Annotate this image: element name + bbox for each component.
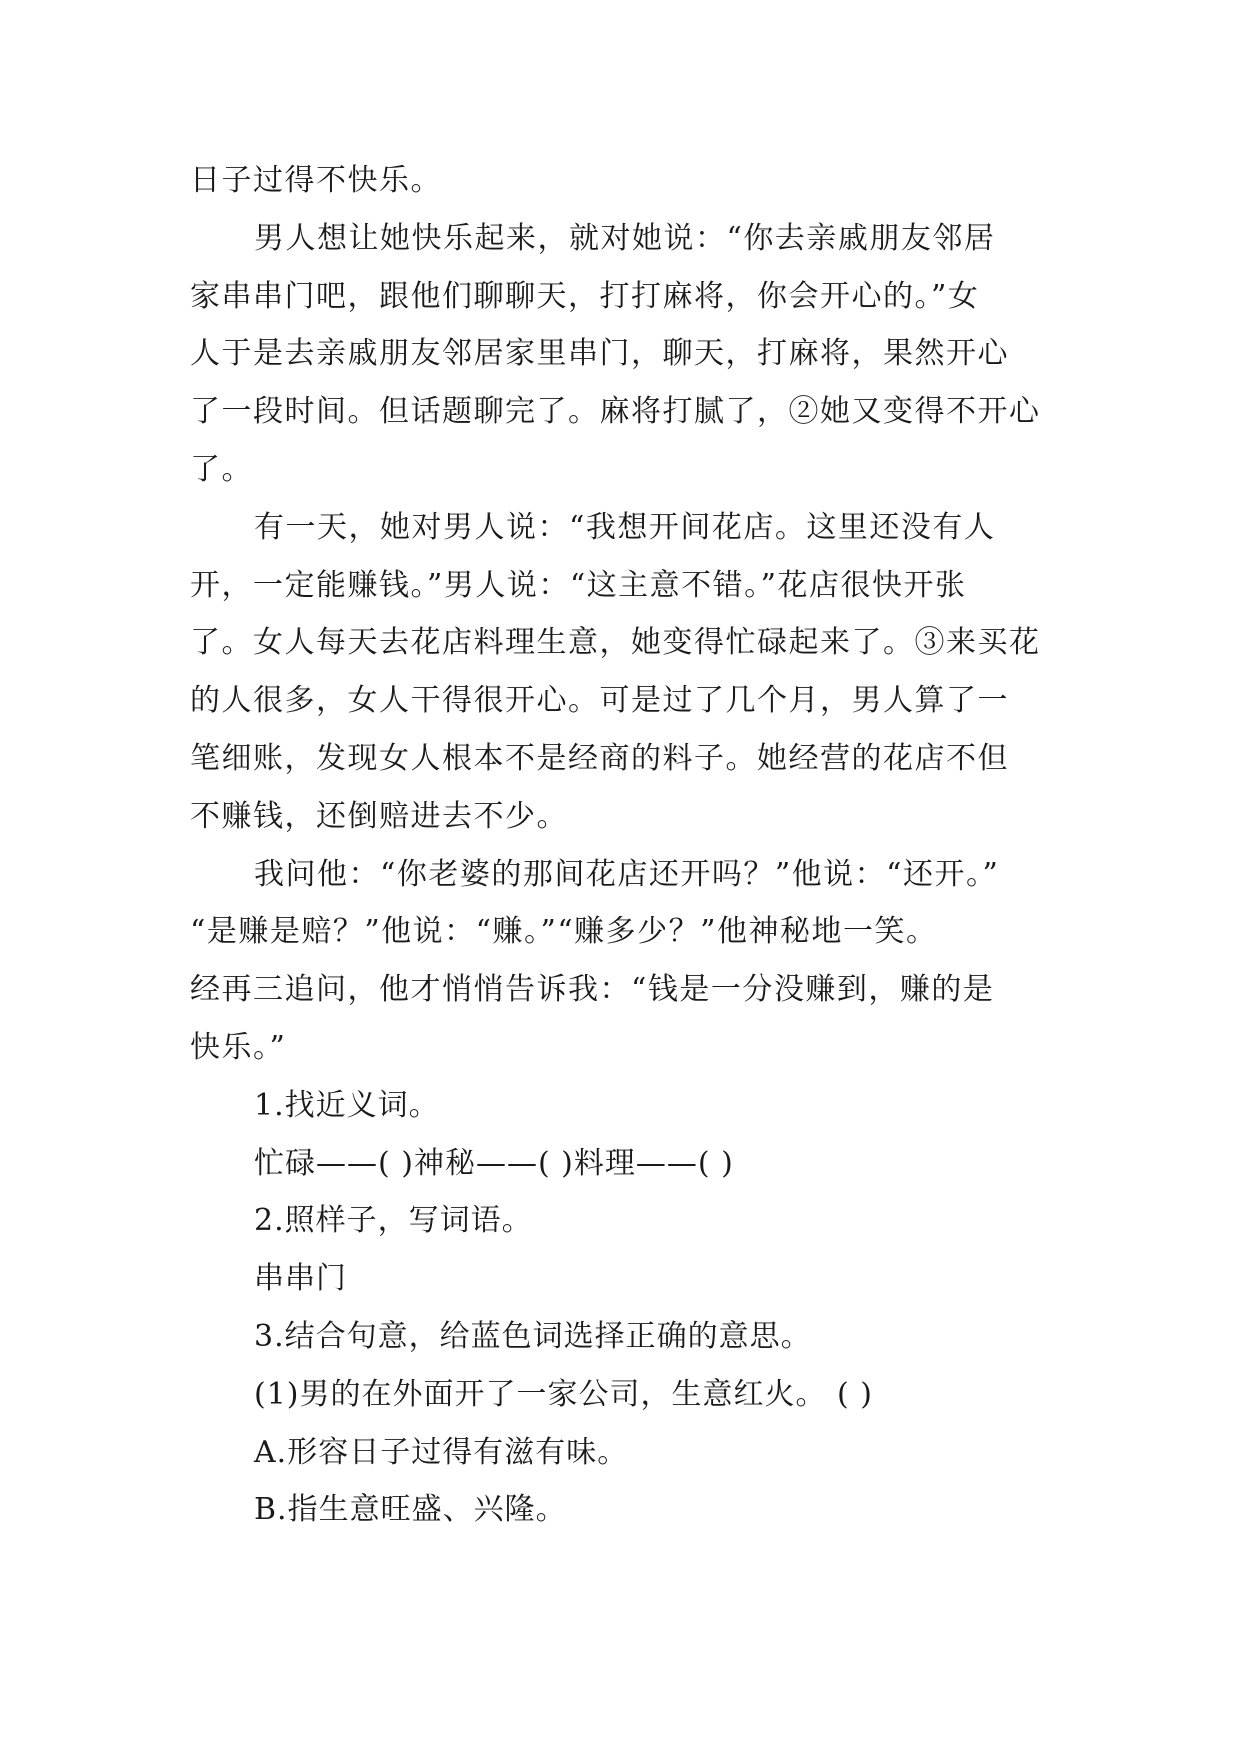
text-line: 笔细账，发现女人根本不是经商的料子。她经营的花店不但 xyxy=(190,740,1009,776)
text-line: 人于是去亲戚朋友邻居家里串门，聊天，打麻将，果然开心 xyxy=(190,336,1009,372)
text-line: 经再三追问，他才悄悄告诉我：“钱是一分没赚到，赚的是 xyxy=(190,972,995,1008)
text-line: 不赚钱，还倒赔进去不少。 xyxy=(190,798,568,834)
text-line: 男人想让她快乐起来，就对她说：“你去亲戚朋友邻居 xyxy=(254,220,996,256)
text-line: 开，一定能赚钱。”男人说：“这主意不错。”花店很快开张 xyxy=(190,567,967,603)
text-line: 家串串门吧，跟他们聊聊天，打打麻将，你会开心的。”女 xyxy=(190,278,980,314)
text-line: 了。女人每天去花店料理生意，她变得忙碌起来了。③来买花 xyxy=(190,625,1041,661)
question-heading: 3.结合句意，给蓝色词选择正确的意思。 xyxy=(254,1318,812,1354)
text-line: 的人很多，女人干得很开心。可是过了几个月，男人算了一 xyxy=(190,683,1009,719)
question-line: (1)男的在外面开了一家公司，生意红火。 ( ) xyxy=(254,1376,873,1412)
question-line: 忙碌——( )神秘——( )料理——( ) xyxy=(254,1145,734,1181)
text-line: 我问他：“你老婆的那间花店还开吗？”他说：“还开。” xyxy=(254,856,1000,892)
question-line: 串串门 xyxy=(254,1261,347,1297)
text-line: “是赚是赔？”他说：“赚。”“赚多少？”他神秘地一笑。 xyxy=(190,914,938,950)
question-heading: 2.照样子，写词语。 xyxy=(254,1203,533,1239)
story-text xyxy=(190,152,1050,1539)
text-line: 日子过得不快乐。 xyxy=(190,163,442,198)
answer-option: B.指生意旺盛、兴隆。 xyxy=(254,1492,567,1528)
question-heading: 1.找近义词。 xyxy=(254,1087,440,1123)
text-line: 快乐。” xyxy=(190,1029,287,1065)
answer-option: A.形容日子过得有滋有味。 xyxy=(254,1434,629,1470)
text-line: 了。 xyxy=(190,451,253,487)
text-line: 有一天，她对男人说：“我想开间花店。这里还没有人 xyxy=(254,509,996,545)
text-line: 了一段时间。但话题聊完了。麻将打腻了，②她又变得不开心 xyxy=(190,394,1041,430)
